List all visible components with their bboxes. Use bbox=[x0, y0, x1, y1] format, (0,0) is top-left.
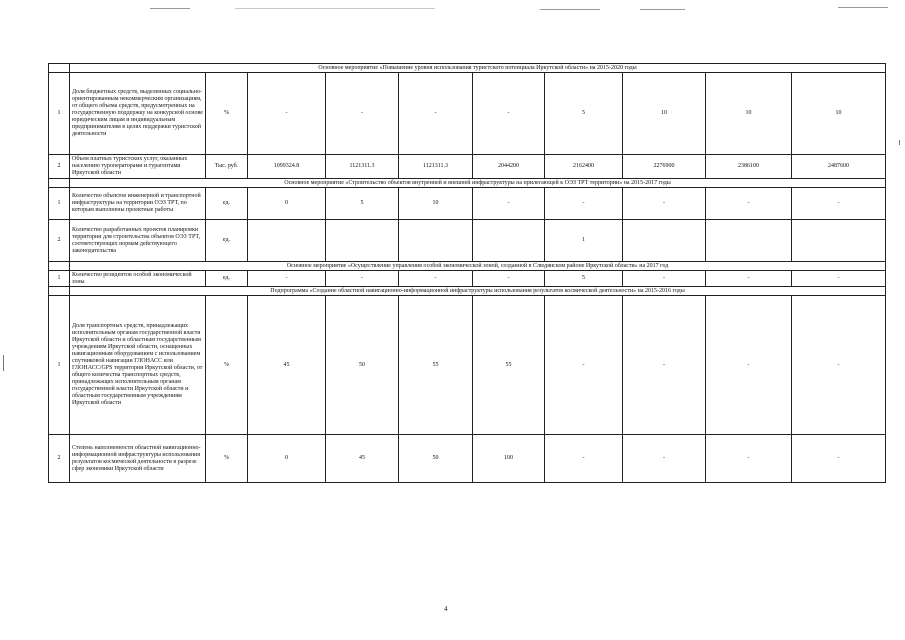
value-cell: 10 bbox=[399, 188, 473, 220]
scan-artifact bbox=[235, 8, 435, 9]
value-cell: - bbox=[792, 188, 886, 220]
value-cell: - bbox=[792, 296, 886, 435]
page-number: 4 bbox=[444, 605, 448, 613]
scan-artifact bbox=[540, 9, 600, 10]
value-cell: 45 bbox=[248, 296, 326, 435]
value-cell: - bbox=[248, 271, 326, 287]
table-row bbox=[49, 271, 886, 287]
scan-artifact bbox=[150, 8, 190, 9]
value-cell bbox=[326, 220, 399, 262]
section-number-blank-cell bbox=[49, 179, 70, 188]
value-cell bbox=[623, 220, 706, 262]
value-cell: - bbox=[473, 271, 545, 287]
value-cell: - bbox=[326, 271, 399, 287]
value-cell: - bbox=[399, 271, 473, 287]
section-header-row bbox=[49, 64, 886, 73]
value-cell: 1099324.8 bbox=[248, 155, 326, 179]
row-number: 2 bbox=[49, 155, 70, 179]
value-cell: 2276900 bbox=[623, 155, 706, 179]
row-number: 2 bbox=[49, 435, 70, 483]
indicator-name: Количество объектов инженерной и транспортной инфраструктуры на территории ОЭЗ ТРТ, по которым выполнены проектные работы bbox=[70, 188, 206, 220]
section-number-blank-cell bbox=[49, 262, 70, 271]
scan-artifact bbox=[899, 140, 900, 145]
row-number: 1 bbox=[49, 296, 70, 435]
value-cell: 50 bbox=[326, 296, 399, 435]
value-cell: - bbox=[792, 271, 886, 287]
value-cell bbox=[248, 220, 326, 262]
value-cell: - bbox=[623, 435, 706, 483]
value-cell: - bbox=[473, 73, 545, 155]
unit-of-measure: % bbox=[206, 435, 248, 483]
table-row bbox=[49, 188, 886, 220]
unit-of-measure: ед. bbox=[206, 188, 248, 220]
value-cell: 45 bbox=[326, 435, 399, 483]
value-cell: 10 bbox=[623, 73, 706, 155]
row-number: 2 bbox=[49, 220, 70, 262]
table-row bbox=[49, 155, 886, 179]
section-title: Подпрограмма «Создание областной навигационно-информационной инфраструктуры использования результатов космической деятельности» на 2015-2016 годы bbox=[70, 287, 886, 296]
value-cell: 0 bbox=[248, 435, 326, 483]
value-cell: - bbox=[623, 188, 706, 220]
value-cell: 10 bbox=[792, 73, 886, 155]
table-row bbox=[49, 296, 886, 435]
value-cell: 0 bbox=[248, 188, 326, 220]
unit-of-measure: ед. bbox=[206, 220, 248, 262]
section-title: Основное мероприятие «Строительство объектов внутренней и внешней инфраструктуры на прилегающей к ОЭЗ ТРТ территории» на 2015-2017 годы bbox=[70, 179, 886, 188]
value-cell: 1 bbox=[545, 220, 623, 262]
value-cell: 55 bbox=[399, 296, 473, 435]
section-number-blank-cell bbox=[49, 287, 70, 296]
value-cell: - bbox=[706, 188, 792, 220]
unit-of-measure: ед. bbox=[206, 271, 248, 287]
value-cell: - bbox=[545, 296, 623, 435]
section-header-row bbox=[49, 287, 886, 296]
section-number-blank-cell bbox=[49, 64, 70, 73]
value-cell: 1121311.3 bbox=[399, 155, 473, 179]
unit-of-measure: % bbox=[206, 296, 248, 435]
indicator-name: Количество резидентов особой экономической зоны bbox=[70, 271, 206, 287]
value-cell: 50 bbox=[399, 435, 473, 483]
value-cell: - bbox=[792, 435, 886, 483]
value-cell bbox=[399, 220, 473, 262]
value-cell bbox=[473, 220, 545, 262]
value-cell: 100 bbox=[473, 435, 545, 483]
section-header-row bbox=[49, 179, 886, 188]
value-cell: - bbox=[706, 271, 792, 287]
scan-artifact bbox=[3, 355, 4, 371]
scan-artifact bbox=[838, 7, 888, 8]
value-cell: 1121311.3 bbox=[326, 155, 399, 179]
row-number: 1 bbox=[49, 188, 70, 220]
value-cell: - bbox=[326, 73, 399, 155]
value-cell: 2386100 bbox=[706, 155, 792, 179]
value-cell: - bbox=[623, 271, 706, 287]
unit-of-measure: % bbox=[206, 73, 248, 155]
row-number: 1 bbox=[49, 271, 70, 287]
value-cell: 5 bbox=[545, 73, 623, 155]
value-cell: 5 bbox=[545, 271, 623, 287]
indicator-name: Доля бюджетных средств, выделенных социально-ориентированным некоммерческим организациям, от общего объема средств, предусмотренных на государственную поддержку на конкурсной основе юридическим лицам и индивидуальным предпринимателям в целях поддержки туристской деятельности bbox=[70, 73, 206, 155]
value-cell bbox=[706, 220, 792, 262]
table-row bbox=[49, 73, 886, 155]
value-cell: - bbox=[545, 435, 623, 483]
value-cell: - bbox=[248, 73, 326, 155]
indicator-name: Степень наполненности областной навигационно-информационной инфраструктуры использования результатов космической деятельности в разрезе сфер экономики Иркутской области bbox=[70, 435, 206, 483]
value-cell bbox=[792, 220, 886, 262]
table-row bbox=[49, 220, 886, 262]
table-row bbox=[49, 435, 886, 483]
section-title: Основное мероприятие «Повышение уровня использования туристского потенциала Иркутской области» на 2015-2020 годы bbox=[70, 64, 886, 73]
section-header-row bbox=[49, 262, 886, 271]
value-cell: - bbox=[545, 188, 623, 220]
value-cell: 2044200 bbox=[473, 155, 545, 179]
scan-artifact bbox=[640, 9, 685, 10]
value-cell: - bbox=[623, 296, 706, 435]
value-cell: - bbox=[706, 435, 792, 483]
value-cell: - bbox=[706, 296, 792, 435]
value-cell: 5 bbox=[326, 188, 399, 220]
indicator-name: Количество разработанных проектов планировки территории для строительства объектов ОЭЗ ТРТ, соответствующих нормам действующего законодательства bbox=[70, 220, 206, 262]
value-cell: 55 bbox=[473, 296, 545, 435]
indicator-name: Объем платных туристских услуг, оказанных населению туроператорами и турагентами Иркутской области bbox=[70, 155, 206, 179]
value-cell: - bbox=[399, 73, 473, 155]
row-number: 1 bbox=[49, 73, 70, 155]
value-cell: 10 bbox=[706, 73, 792, 155]
indicators-table bbox=[48, 63, 886, 483]
value-cell: 2487600 bbox=[792, 155, 886, 179]
unit-of-measure: Тыс. руб. bbox=[206, 155, 248, 179]
value-cell: - bbox=[473, 188, 545, 220]
indicator-name: Доля транспортных средств, принадлежащих исполнительным органам государственной власти Иркутской области и областным государственным учреждениям Иркутской области, оснащенных навигационным оборудованием с использованием спутниковой навигации ГЛОНАСС или ГЛОНАСС/GPS территории Иркутской области, от общего количества транспортных средств, принадлежащих исполнительным органам государственной власти Иркутской области и областным государственным учреждениям Иркутской области bbox=[70, 296, 206, 435]
value-cell: 2162400 bbox=[545, 155, 623, 179]
section-title: Основное мероприятие «Осуществление управления особой экономической зоной, созданной в Слюдянском районе Иркутской области» на 2017 год bbox=[70, 262, 886, 271]
